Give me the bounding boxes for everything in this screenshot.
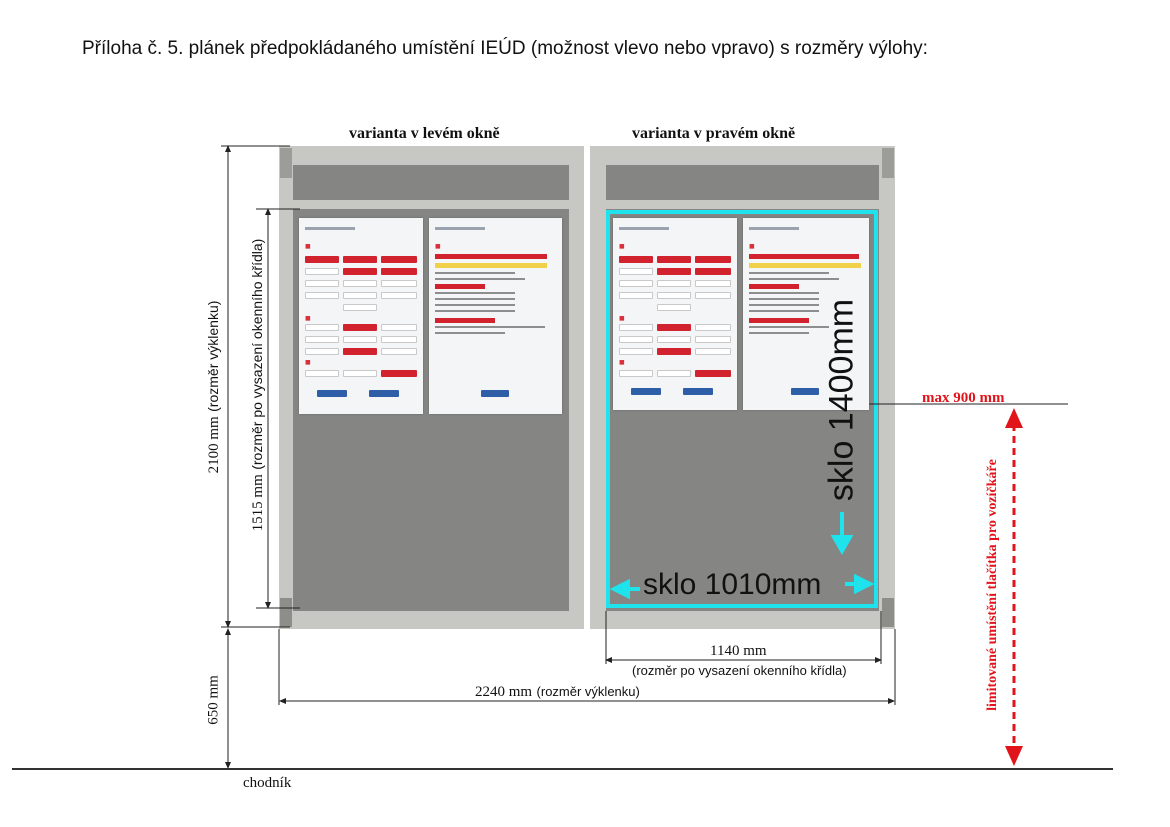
kiosk-screen-left-a: ■ ■ ■: [299, 218, 423, 414]
glass-height-label: sklo 1400mm: [822, 298, 861, 502]
glass-width-label: sklo 1010mm: [643, 568, 822, 601]
kiosk-screen-right-a: ■ ■ ■: [613, 218, 737, 410]
dim-2100-label: 2100 mm (rozměr výklenku): [205, 300, 222, 474]
dim-1140-note: (rozměr po vysazení okenního křídla): [632, 663, 847, 678]
variant-left-label: varianta v levém okně: [349, 125, 500, 142]
limit-line: [1005, 408, 1023, 766]
window-divider: [584, 146, 590, 629]
kiosk-screen-left-b: ■: [429, 218, 562, 414]
dim-650-label: 650 mm: [205, 675, 222, 725]
max-900-label: max 900 mm: [922, 390, 1005, 406]
dim-2240-label: 2240 mm (rozměr výklenku): [475, 684, 640, 700]
ground-label: chodník: [243, 775, 292, 791]
kiosk-screen-right-b: ■: [743, 218, 869, 410]
variant-right-label: varianta v pravém okně: [632, 125, 796, 142]
limit-label: limitované umístění tlačítka pro vozíčkáře: [985, 459, 1000, 711]
dim-1515-label: 1515 mm (rozměr po vysazení okenního křídla): [249, 238, 266, 532]
page-title: Příloha č. 5. plánek předpokládaného umístění IEÚD (možnost vlevo nebo vpravo) s rozměry výlohy:: [82, 38, 928, 59]
dim-1140-label: 1140 mm: [710, 643, 767, 659]
